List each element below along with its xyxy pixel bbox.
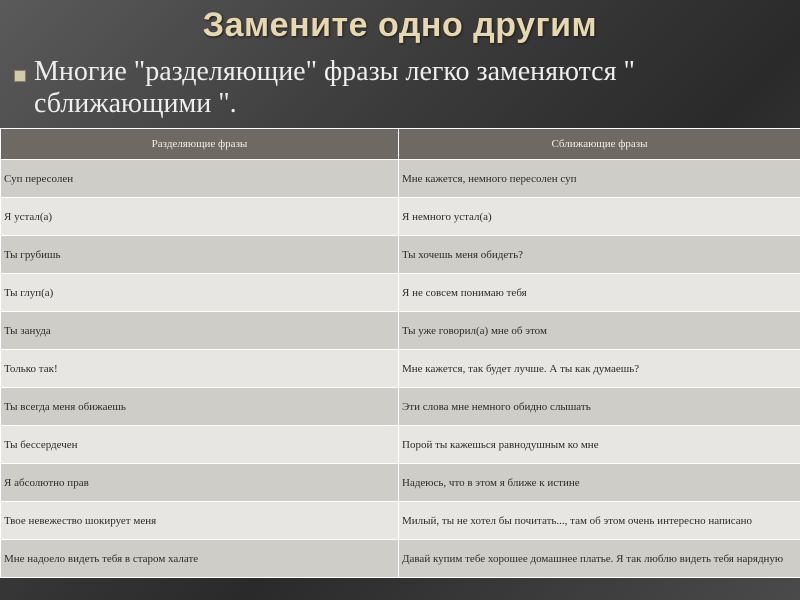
bullet-square-icon [14, 70, 26, 82]
table-row [1, 312, 800, 350]
header-separating-phrases: Разделяющие фразы [1, 129, 399, 160]
uniting-phrase: Я немного устал(а) [399, 198, 800, 236]
uniting-phrase: Эти слова мне немного обидно слышать [399, 388, 800, 426]
separating-phrase: Только так! [1, 350, 399, 388]
table-row [1, 274, 800, 312]
table-row [1, 198, 800, 236]
uniting-phrase: Надеюсь, что в этом я ближе к истине [399, 464, 800, 502]
header-uniting-phrases: Сближающие фразы [399, 129, 800, 160]
table-row [1, 388, 800, 426]
separating-phrase: Ты зануда [1, 312, 399, 350]
separating-phrase: Ты бессердечен [1, 426, 399, 464]
uniting-phrase: Ты уже говорил(а) мне об этом [399, 312, 800, 350]
separating-phrase: Ты глуп(а) [1, 274, 399, 312]
uniting-phrase: Мне кажется, немного пересолен суп [399, 160, 800, 198]
uniting-phrase: Я не совсем понимаю тебя [399, 274, 800, 312]
table-row [1, 464, 800, 502]
separating-phrase: Ты всегда меня обижаешь [1, 388, 399, 426]
separating-phrase: Ты грубишь [1, 236, 399, 274]
table-row [1, 502, 800, 540]
separating-phrase: Твое невежество шокирует меня [1, 502, 399, 540]
table-row [1, 160, 800, 198]
separating-phrase: Я устал(а) [1, 198, 399, 236]
separating-phrase: Суп пересолен [1, 160, 399, 198]
table-row [1, 540, 800, 578]
bullet-point [10, 56, 790, 120]
table-row [1, 350, 800, 388]
bullet-text: Многие "разделяющие" фразы легко заменяются " сближающими ". [34, 56, 635, 119]
uniting-phrase: Мне кажется, так будет лучше. А ты как думаешь? [399, 350, 800, 388]
uniting-phrase: Порой ты кажешься равнодушным ко мне [399, 426, 800, 464]
uniting-phrase: Ты хочешь меня обидеть? [399, 236, 800, 274]
separating-phrase: Я абсолютно прав [1, 464, 399, 502]
slide-title: Замените одно другим [202, 6, 598, 44]
uniting-phrase: Давай купим тебе хорошее домашнее платье. Я так люблю видеть тебя нарядную [399, 540, 800, 578]
table-header-row [1, 129, 800, 160]
uniting-phrase: Милый, ты не хотел бы почитать..., там об этом очень интересно написано [399, 502, 800, 540]
table-row [1, 236, 800, 274]
phrases-table [0, 128, 800, 578]
separating-phrase: Мне надоело видеть тебя в старом халате [1, 540, 399, 578]
table-row [1, 426, 800, 464]
